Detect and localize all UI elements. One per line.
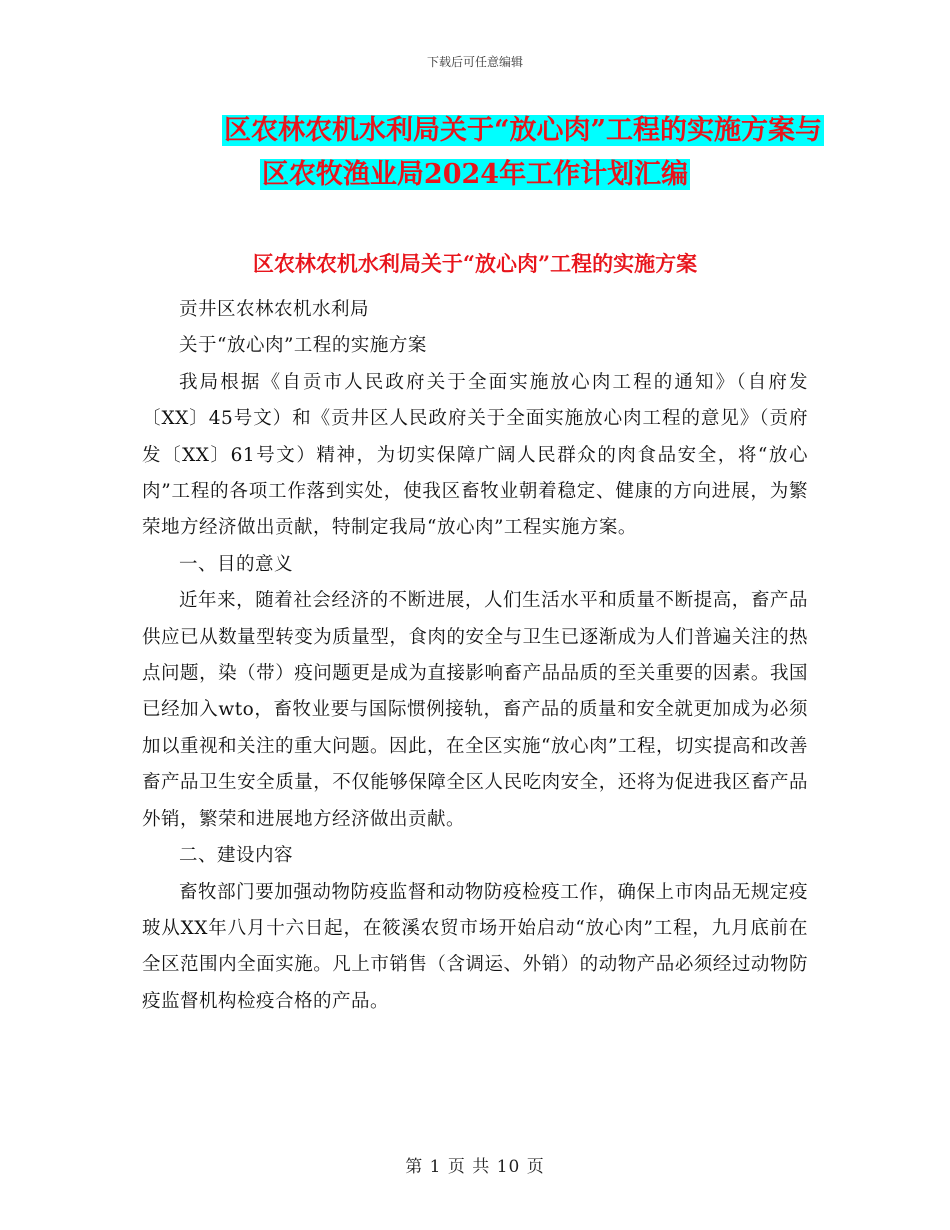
section-title: 区农林农机水利局关于“放心肉”工程的实施方案 <box>252 251 698 276</box>
document-title-line-1 <box>48 112 950 150</box>
document-body <box>142 292 808 1020</box>
heading-purpose: 一、目的意义 <box>179 553 294 575</box>
paragraph-intro: 我局根据《自贡市人民政府关于全面实施放心肉工程的通知》（自府发〔XX〕45号文）和《贡井区人民政府关于全面实施放心肉工程的意见》（贡府发〔XX〕61号文）精神，为切实保障广阔人民群众的肉食品安全，将“放心肉”工程的各项工作落到实处，使我区畜牧业朝着稳定、健康的方向进展，为繁荣地方经济做出贡献，特制定我局“放心肉”工程实施方案。 <box>142 371 808 539</box>
title-line-2-text: 区农牧渔业局2024年工作计划汇编 <box>261 159 689 190</box>
header-note: 下载后可任意编辑 <box>426 55 523 69</box>
paragraph-org-name: 贡井区农林农机水利局 <box>179 299 370 320</box>
paragraph-content: 畜牧部门要加强动物防疫监督和动物防疫检疫工作，确保上市肉品无规定疫玻从XX年八月十六日起，在筱溪农贸市场开始启动“放心肉”工程，九月底前在全区范围内全面实施。凡上市销售（含调运、外销）的动物产品必须经过动物防疫监督机构检疫合格的产品。 <box>142 881 808 1012</box>
heading-content: 二、建设内容 <box>179 845 294 867</box>
page-footer: 第 1 页 共 10 页 <box>405 1157 545 1177</box>
paragraph-purpose: 近年来，随着社会经济的不断进展，人们生活水平和质量不断提高，畜产品供应已从数量型转变为质量型，食肉的安全与卫生已逐渐成为人们普遍关注的热点问题，染（带）疫问题更是成为直接影响畜产品品质的至关重要的因素。我国已经加入wto，畜牧业要与国际惯例接轨，畜产品的质量和安全就更加成为必须加以重视和关注的重大问题。因此，在全区实施“放心肉”工程，切实提高和改善畜产品卫生安全质量，不仅能够保障全区人民吃肉安全，还将为促进我区畜产品外销，繁荣和进展地方经济做出贡献。 <box>142 590 808 830</box>
document-title-line-2 <box>0 156 950 194</box>
title-line-1-text: 区农林农机水利局关于“放心肉”工程的实施方案与 <box>223 115 823 146</box>
paragraph-doc-name: 关于“放心肉”工程的实施方案 <box>179 335 427 357</box>
